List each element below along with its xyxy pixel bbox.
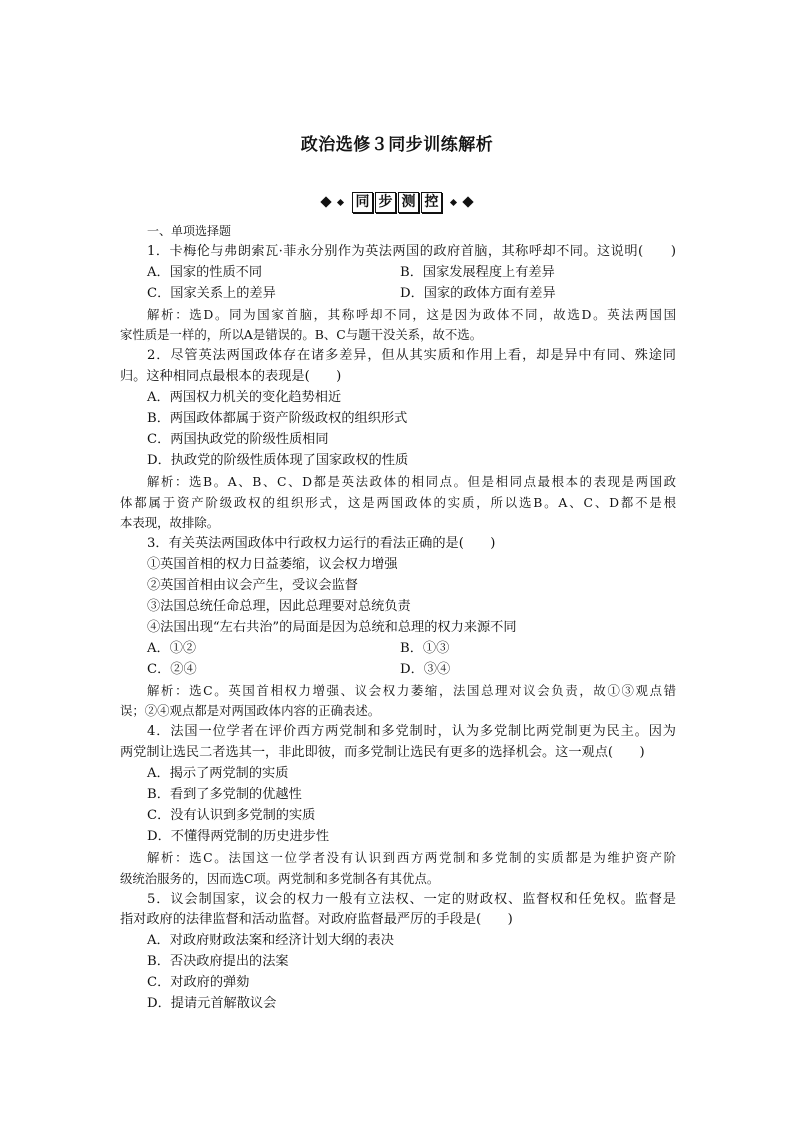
question-line: D．执政党的阶级性质体现了国家政权的性质 [147,452,409,468]
option-text: B．国家发展程度上有差异 [400,264,555,280]
banner-char: 测 [398,192,419,213]
document-body [120,221,676,1015]
answer-line: 家性质是一样的，所以A是错误的。B、C与题干没关系，故不选。 [120,327,483,343]
diamond-icon [337,198,344,205]
diamond-icon [320,196,331,207]
answer-line: 解析：选C。法国这一位学者没有认识到西方两党制和多党制的实质都是为维护资产阶 [147,849,676,865]
question-line: C．两国执政党的阶级性质相同 [147,431,329,447]
question-line: C．对政府的弹劾 [147,975,250,991]
section-banner [0,190,794,214]
question-lines [120,242,676,1015]
option-row [120,284,676,305]
question-line: ④法国出现“左右共治”的局面是因为总统和总理的权力来源不同 [147,619,517,635]
section-heading: 一、单项选择题 [147,224,232,238]
question-line: D．不懂得两党制的历史进步性 [147,828,330,844]
question-line: 指对政府的法律监督和活动监督。对政府监督最严厉的手段是( ) [120,912,513,928]
answer-line: 解析：选B。A、B、C、D都是英法政体的相同点。但是相同点最根本的表现是两国政 [147,473,676,489]
option-text: C．②④ [147,661,197,677]
question-line: 1．卡梅伦与弗朗索瓦·菲永分别作为英法两国的政府首脑，其称呼却不同。这说明( ) [147,243,676,259]
question-line: 归。这种相同点最根本的表现是( ) [120,369,342,385]
question-line: 两党制让选民二者选其一，非此即彼，而多党制让选民有更多的选择机会。这一观点( ) [120,745,645,761]
question-line: B．两国政体都属于资产阶级政权的组织形式 [147,411,408,427]
answer-line: 误；②④观点都是对两国政体内容的正确表述。 [120,703,381,719]
banner-char: 同 [352,192,373,213]
question-line: ③法国总统任命总理，因此总理要对总统负责 [147,599,411,615]
question-line: ②英国首相由议会产生，受议会监督 [147,578,358,594]
banner-label [351,192,443,213]
question-line: ①英国首相的权力日益萎缩，议会权力增强 [147,557,398,573]
diamond-icon [462,196,473,207]
question-line: 4．法国一位学者在评价西方两党制和多党制时，认为多党制比两党制更为民主。因为 [147,724,676,740]
option-text: B．①③ [400,640,450,656]
question-line: A．揭示了两党制的实质 [147,766,289,782]
option-text: C．国家关系上的差异 [147,285,276,301]
option-row [120,263,676,284]
page-title: 政治选修３同步训练解析 [300,135,494,155]
question-line: B．否决政府提出的法案 [147,954,289,970]
answer-line: 解析：选D。同为国家首脑，其称呼却不同，这是因为政体不同，故选D。英法两国国 [147,306,676,322]
option-text: A．①② [147,640,197,656]
question-line: 2．尽管英法两国政体存在诸多差异，但从其实质和作用上看，却是异中有同、殊途同 [147,348,676,364]
answer-line: 体都属于资产阶级政权的组织形式，这是两国政体的实质，所以选B。A、C、D都不是根 [120,494,676,510]
answer-line: 本表现，故排除。 [120,515,220,531]
answer-line: 解析：选C。英国首相权力增强、议会权力萎缩，法国总理对议会负责，故①③观点错 [147,682,676,698]
option-row [120,639,676,660]
answer-line: 级统治服务的，因而选C项。两党制和多党制各有其优点。 [120,870,440,886]
question-line: A．对政府财政法案和经济计划大纲的表决 [147,933,394,949]
diamond-icon [450,198,457,205]
option-text: D．③④ [400,661,451,677]
question-line: D．提请元首解散议会 [147,995,277,1011]
option-row [120,660,676,681]
question-line: 3．有关英法两国政体中行政权力运行的看法正确的是( ) [147,536,496,552]
question-line: A．两国权力机关的变化趋势相近 [147,390,342,406]
option-text: D．国家的政体方面有差异 [400,285,556,301]
question-line: 5．议会制国家，议会的权力一般有立法权、一定的财政权、监督权和任免权。监督是 [147,891,676,907]
option-text: A．国家的性质不同 [147,264,263,280]
question-line: B．看到了多党制的优越性 [147,787,302,803]
banner-char: 控 [421,192,442,213]
banner-char: 步 [375,192,396,213]
question-line: C．没有认识到多党制的实质 [147,807,316,823]
